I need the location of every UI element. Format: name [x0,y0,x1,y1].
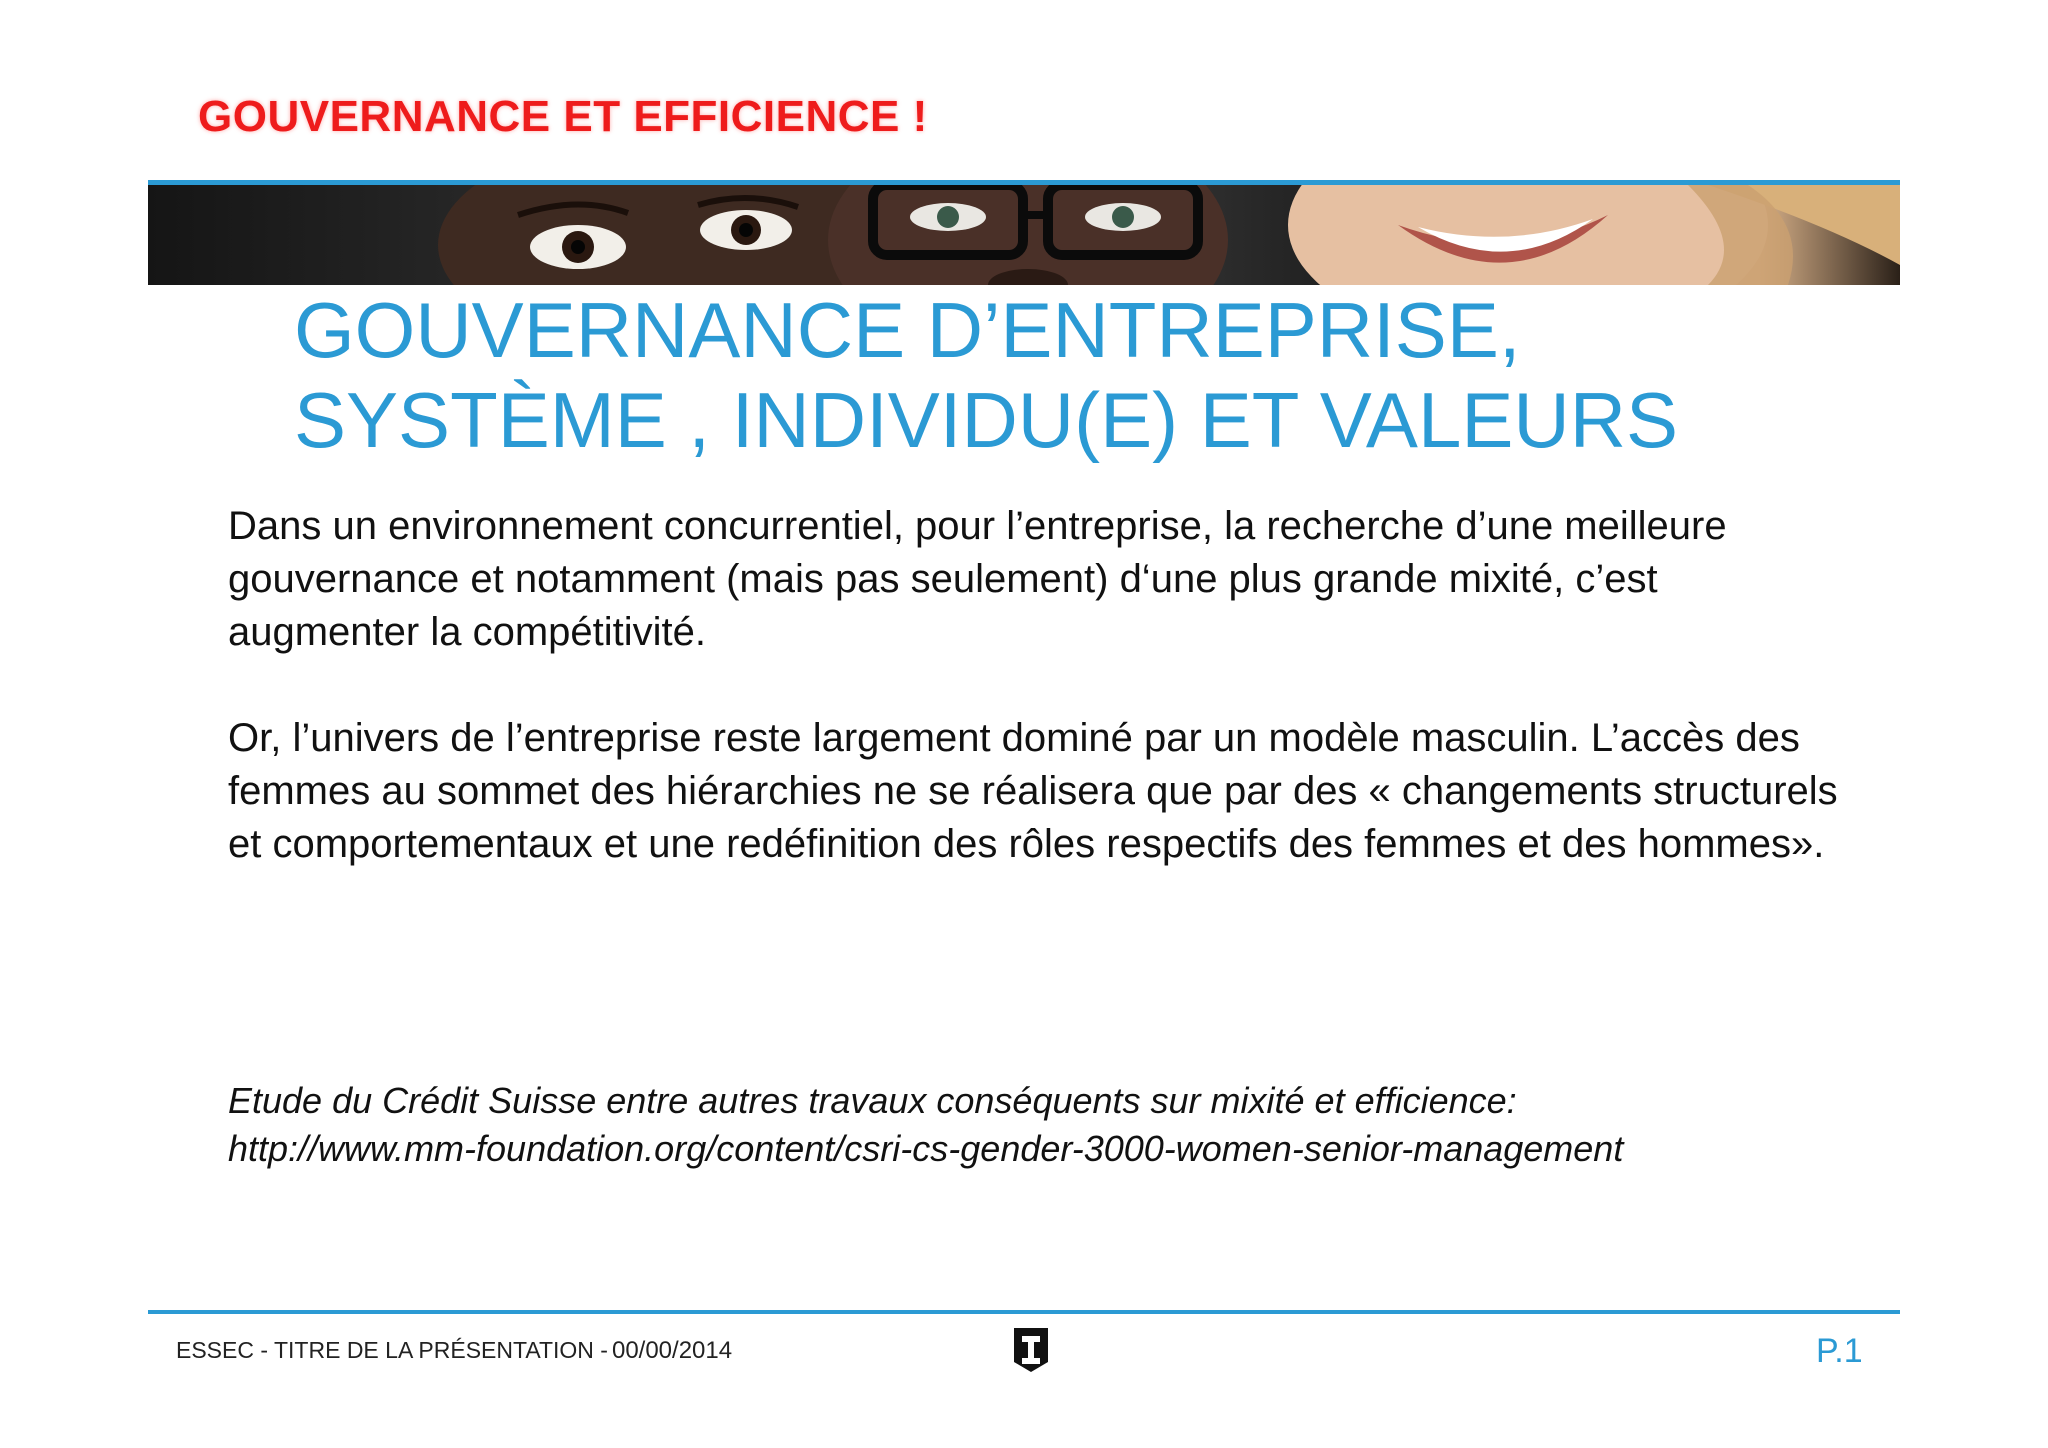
bottom-divider [148,1310,1900,1314]
citation-link[interactable]: http://www.mm-foundation.org/content/csri-cs-gender-3000-women-senior-management [228,1128,1624,1169]
body-paragraph-2: Or, l’univers de l’entreprise reste largement dominé par un modèle masculin. L’accès des femmes au sommet des hiérarchies ne se réalisera que par des « changements structurels et comportementaux et une redéfinition des rôles respectifs des femmes et des hommes». [228,716,1838,866]
banner-photo-illustration [148,185,1900,285]
main-title-line-1: GOUVERNANCE D’ENTREPRISE, [294,286,1521,374]
page-number: P.1 [1816,1332,1863,1370]
citation-line-1: Etude du Crédit Suisse entre autres travaux conséquents sur mixité et efficience: [228,1080,1517,1121]
body-paragraph-1: Dans un environnement concurrentiel, pour l’entreprise, la recherche d’une meilleure gouvernance et notamment (mais pas seulement) d‘une plus grande mixité, c’est augmenter la compétitivité. [228,504,1727,654]
banner-photo [148,185,1900,285]
footer-presentation-title: ESSEC - TITRE DE LA PRÉSENTATION - [176,1337,608,1363]
footer-label [176,1337,732,1365]
main-title-line-2: SYSTÈME , INDIVIDU(E) ET VALEURS [294,376,1679,464]
paragraph-spacer [228,659,1848,712]
essec-logo-icon [1012,1326,1050,1374]
footer-date: 00/00/2014 [611,1337,733,1364]
main-title [294,285,1894,465]
body-text [228,500,1848,871]
citation [228,1077,1878,1173]
section-title: GOUVERNANCE ET EFFICIENCE ! [198,92,928,141]
